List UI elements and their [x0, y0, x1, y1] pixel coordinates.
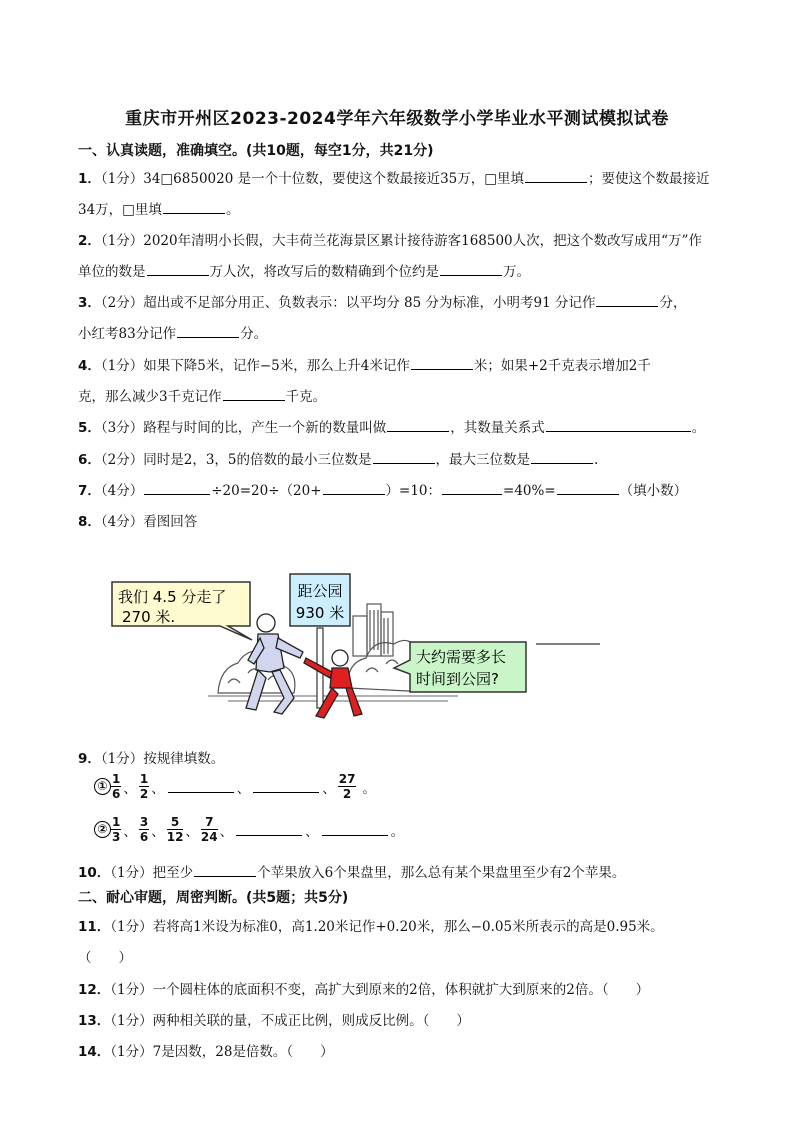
- girl-figure: [304, 650, 362, 718]
- sequence-row-2: ② $\frac{1}{3}$ 、 $\frac{3}{6}$ 、 $\frac{5}{12}$ 、 $\frac{7}{24}$ 、 、 。: [94, 815, 404, 844]
- fraction: $\frac{27}{2}$: [338, 772, 356, 801]
- answer-blank[interactable]: [236, 823, 302, 836]
- question-1-line-1: 1．（1分）34□6850020 是一个十位数，要使这个数最接近35万，□里填 ；要使这个数最接近: [78, 171, 710, 187]
- section-1-heading: 一、认真读题，准确填空。(共10题，每空1分，共21分): [78, 143, 434, 159]
- sign-text-1: 距公园: [297, 582, 343, 600]
- answer-blank[interactable]: [223, 388, 285, 401]
- answer-blank[interactable]: [147, 263, 209, 276]
- answer-blank[interactable]: [322, 823, 388, 836]
- question-11-line-2: [78, 946, 132, 966]
- question-6: 6．（2分）同时是2，3，5的倍数的最小三位数是 ，最大三位数是 .: [78, 452, 599, 468]
- fraction: $\frac{1}{6}$: [112, 772, 121, 801]
- bubble-right-text-2: 时间到公园?: [416, 670, 499, 688]
- answer-blank[interactable]: [557, 482, 619, 495]
- answer-blank[interactable]: [177, 325, 239, 338]
- answer-blank[interactable]: [546, 419, 691, 432]
- answer-blank[interactable]: [531, 451, 593, 464]
- question-3-line-1: 3．（2分）超出或不足部分用正、负数表示：以平均分 85 分为标准，小明考91 分记作 分，: [78, 295, 687, 311]
- answer-blank[interactable]: [253, 780, 319, 793]
- woman-figure: [246, 614, 303, 714]
- answer-parentheses[interactable]: （ ）: [78, 950, 132, 966]
- question-2-line-2: 单位的数是 万人次，将改写后的数精确到个位约是 万。: [78, 264, 530, 280]
- answer-blank[interactable]: [163, 201, 225, 214]
- fraction: $\frac{5}{12}$: [166, 815, 184, 844]
- walking-illustration: [108, 568, 608, 728]
- row-marker: ②: [94, 821, 111, 838]
- bubble-left-text-1: 我们 4.5 分走了: [118, 588, 227, 606]
- answer-blank[interactable]: [387, 419, 449, 432]
- question-1-line-2: 34万，□里填 。: [78, 202, 240, 218]
- question-3-line-2: 小红考83分记作 分。: [78, 326, 268, 342]
- question-12: 12．（1分）一个圆柱体的底面积不变，高扩大到原来的2倍，体积就扩大到原来的2倍。（ ）: [78, 982, 650, 998]
- bubble-left-text-2: 270 米.: [122, 608, 176, 626]
- fraction: $\frac{3}{6}$: [139, 815, 149, 844]
- question-8: 8．（4分）看图回答: [78, 514, 198, 530]
- answer-blank[interactable]: [525, 170, 587, 183]
- question-2-line-1: 2．（1分）2020年清明小长假，大丰荷兰花海景区累计接待游客168500人次，把这个数改写成用“万”作: [78, 233, 702, 249]
- answer-blank[interactable]: [411, 357, 473, 370]
- question-4-line-2: 克，那么减少3千克记作 千克。: [78, 389, 327, 405]
- sequence-row-1: ① $\frac{1}{6}$ 、 $\frac{1}{2}$ 、 、 、 $\frac{27}{2}$ 。: [94, 772, 376, 801]
- fraction: $\frac{1}{3}$: [112, 815, 121, 844]
- fraction: $\frac{7}{24}$: [200, 815, 218, 844]
- answer-blank[interactable]: [194, 864, 256, 877]
- section-2-heading: 二、耐心审题，周密判断。(共5题；共5分): [78, 890, 349, 906]
- buildings: [353, 604, 393, 656]
- question-9: 9．（1分）按规律填数。: [78, 751, 225, 767]
- page-title: 重庆市开州区2023-2024学年六年级数学小学毕业水平测试模拟试卷: [125, 109, 669, 129]
- row-marker: ①: [94, 778, 111, 795]
- answer-blank[interactable]: [442, 482, 502, 495]
- answer-blank[interactable]: [323, 482, 385, 495]
- question-5: 5．（3分）路程与时间的比，产生一个新的数量叫做 ，其数量关系式 。: [78, 420, 706, 436]
- answer-blank[interactable]: [440, 263, 502, 276]
- question-10: 10．（1分）把至少 个苹果放入6个果盘里，那么总有某个果盘里至少有2个苹果。: [78, 865, 626, 881]
- question-7: 7．（4分） ÷20=20÷（20+ ）=10： =40%= （填小数）: [78, 483, 688, 499]
- sign-text-2: 930 米: [295, 604, 345, 622]
- answer-blank[interactable]: [144, 482, 210, 495]
- question-11-line-1: 11．（1分）若将高1米设为标准0，高1.20米记作+0.20米，那么−0.05米所表示的高是0.95米。: [78, 919, 664, 935]
- question-4-line-1: 4．（1分）如果下降5米，记作−5米，那么上升4米记作 米；如果+2千克表示增加2千: [78, 358, 651, 374]
- fraction: $\frac{1}{2}$: [139, 772, 149, 801]
- answer-blank[interactable]: [596, 294, 658, 307]
- bubble-right-text-1: 大约需要多长: [416, 648, 507, 666]
- question-13: 13．（1分）两种相关联的量，不成正比例，则成反比例。（ ）: [78, 1013, 470, 1029]
- answer-blank[interactable]: [373, 451, 435, 464]
- question-14: 14．（1分）7是因数，28是倍数。（ ）: [78, 1044, 334, 1060]
- answer-blank[interactable]: [168, 780, 234, 793]
